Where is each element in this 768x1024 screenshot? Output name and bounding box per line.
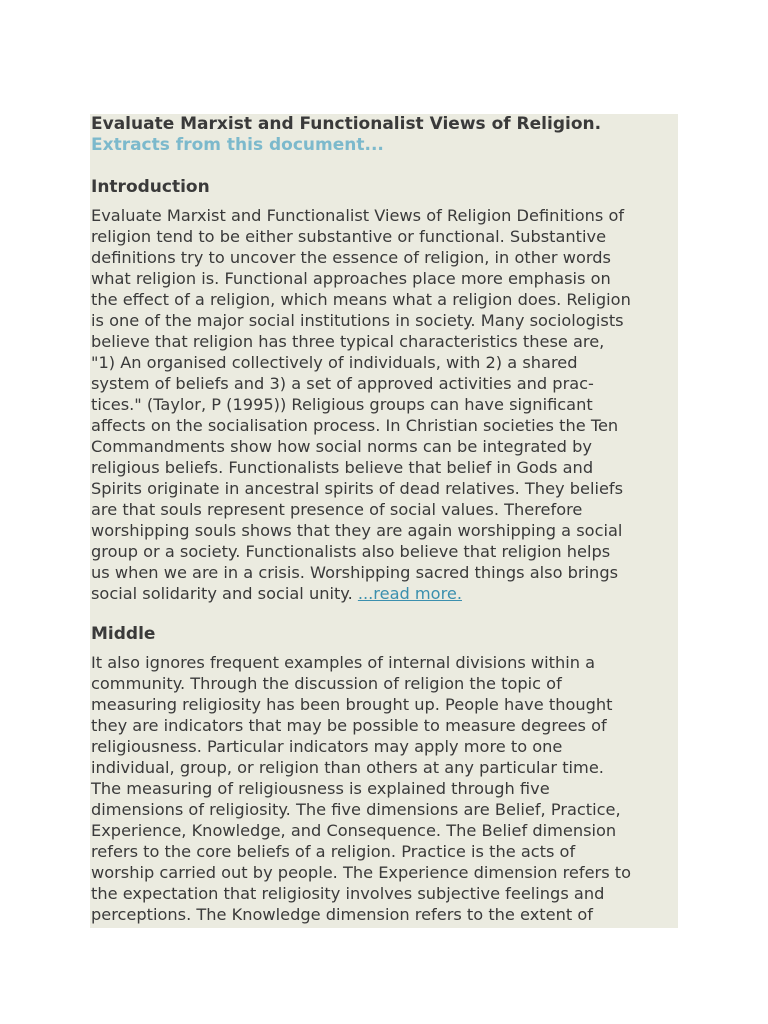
text-line: us when we are in a crisis. Worshipping sacred things also brings: [91, 563, 619, 582]
text-line: perceptions. The Knowledge dimension refers to the extent of: [91, 905, 593, 924]
document-preview-panel: [90, 114, 678, 928]
text-line: Commandments show how social norms can be integrated by: [91, 437, 592, 456]
text-line: worship carried out by people. The Experience dimension refers to: [91, 863, 632, 882]
text-line: Spirits originate in ancestral spirits of dead relatives. They beliefs: [91, 479, 624, 498]
document-title: Evaluate Marxist and Functionalist Views of Religion.: [91, 114, 602, 134]
text-line: Evaluate Marxist and Functionalist Views of Religion Definitions of: [91, 206, 625, 225]
text-line: are that souls represent presence of social values. Therefore: [91, 500, 583, 519]
text-line-content: social solidarity and social unity.: [91, 584, 358, 603]
text-line: definitions try to uncover the essence of religion, in other words: [91, 248, 611, 267]
text-line: what religion is. Functional approaches place more emphasis on: [91, 269, 611, 288]
text-line: individual, group, or religion than others at any particular time.: [91, 758, 604, 777]
text-line: Experience, Knowledge, and Consequence. The Belief dimension: [91, 821, 617, 840]
text-line: tices." (Taylor, P (1995)) Religious groups can have significant: [91, 395, 593, 414]
text-line: affects on the socialisation process. In Christian societies the Ten: [91, 416, 619, 435]
text-line: they are indicators that may be possible to measure degrees of: [91, 716, 607, 735]
section-heading-introduction: Introduction: [91, 177, 210, 197]
text-line: [91, 583, 677, 604]
text-line: community. Through the discussion of religion the topic of: [91, 674, 562, 693]
text-line: The measuring of religiousness is explained through five: [91, 779, 550, 798]
text-line: worshipping souls shows that they are again worshipping a social: [91, 521, 623, 540]
text-line: religion tend to be either substantive or functional. Substantive: [91, 227, 607, 246]
text-line: group or a society. Functionalists also believe that religion helps: [91, 542, 611, 561]
introduction-paragraph: [91, 205, 677, 604]
text-line: dimensions of religiosity. The five dimensions are Belief, Practice,: [91, 800, 621, 819]
text-line: is one of the major social institutions in society. Many sociologists: [91, 311, 624, 330]
text-line: measuring religiosity has been brought up. People have thought: [91, 695, 613, 714]
text-line: system of beliefs and 3) a set of approved activities and prac-: [91, 374, 594, 393]
text-line: religiousness. Particular indicators may apply more to one: [91, 737, 563, 756]
text-line: "1) An organised collectively of individuals, with 2) a shared: [91, 353, 578, 372]
text-line: believe that religion has three typical characteristics these are,: [91, 332, 605, 351]
text-line: It also ignores frequent examples of internal divisions within a: [91, 653, 596, 672]
text-line: the expectation that religiosity involves subjective feelings and: [91, 884, 605, 903]
read-more-link[interactable]: ...read more.: [357, 584, 462, 603]
text-line: refers to the core beliefs of a religion. Practice is the acts of: [91, 842, 576, 861]
document-content: [90, 114, 678, 925]
text-line: religious beliefs. Functionalists believe that belief in Gods and: [91, 458, 594, 477]
extracts-label: Extracts from this document...: [91, 135, 384, 155]
section-heading-middle: Middle: [91, 624, 156, 644]
middle-paragraph: [91, 652, 677, 925]
text-line: the effect of a religion, which means what a religion does. Religion: [91, 290, 631, 309]
